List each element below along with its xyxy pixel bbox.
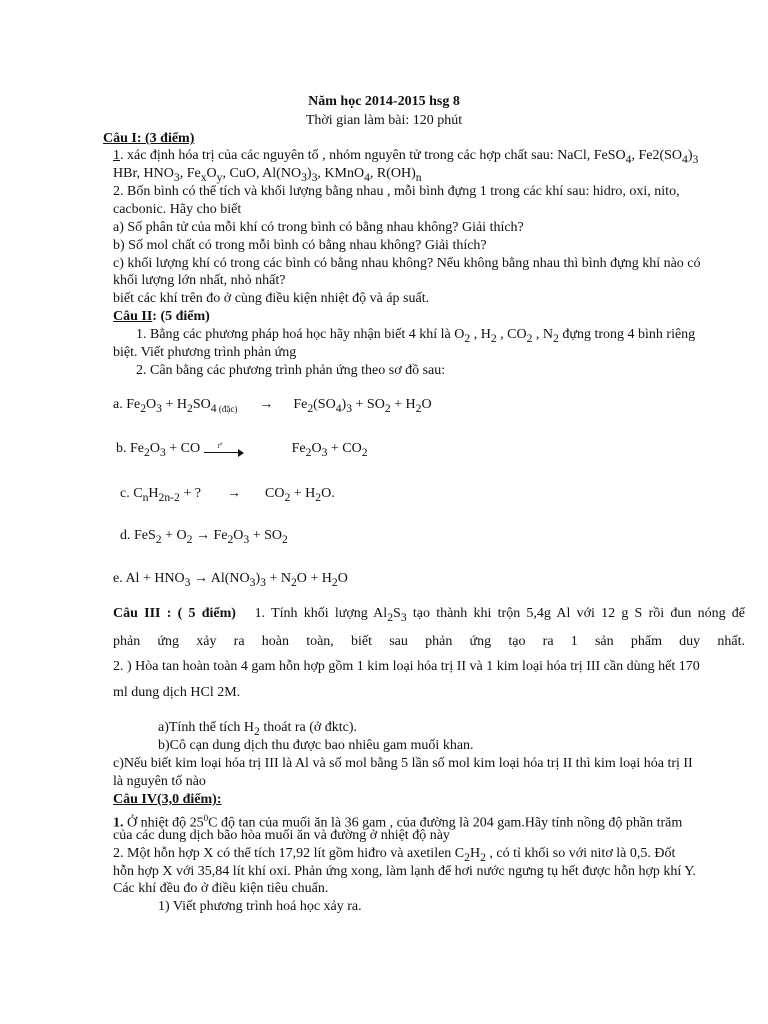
- q3-item-c-line1: c)Nếu biết kim loại hóa trị III là Al và số mol bằng 5 lần số mol kim loại hóa trị II thì kim loại hóa trị II: [113, 756, 693, 771]
- q2-part2: 2. Cân bằng các phương trình phản ứng theo sơ đồ sau:: [136, 363, 446, 378]
- q1-note: biết các khí trên đo ở cùng điều kiện nhiệt độ và áp suất.: [113, 291, 430, 306]
- equation-d: d. $FeS_2 + O_2 \to Fe_2O_3 + SO_2$: [120, 528, 288, 546]
- q1-item-b: b) Số mol chất có trong mỗi bình có bằng nhau không? Giải thích?: [113, 238, 487, 253]
- q1-part1-line1: 1. xác định hóa trị của các nguyên tố , nhóm nguyên tử trong các hợp chất sau: NaCl, FeSO$_4$, $Fe2(SO_4)_3$: [113, 148, 699, 166]
- equation-b: b. $Fe_2O_3$ + CO t⁰ $Fe_2O_3 + CO_2$: [116, 441, 368, 459]
- document-title: Năm học 2014-2015 hsg 8: [308, 94, 460, 109]
- q2-part1-line2: biệt. Viết phương trình phản ứng: [113, 345, 297, 360]
- time-limit: Thời gian làm bài: 120 phút: [305, 113, 463, 128]
- q4-part2-line2: hỗn hợp X với 35,84 lít khí oxi. Phản ứng xong, làm lạnh để hơi nước ngưng tụ hết được hỗn hợp khí Y.: [113, 864, 697, 879]
- q3-line1: Câu III : ( 5 điểm) 1. Tính khối lượng $Al_2S_3$ tạo thành khi trộn 5,4g Al với 12 g S rồi đun nóng để: [113, 606, 746, 624]
- heat-arrow-icon: t⁰: [204, 444, 244, 454]
- q1-heading: Câu I: (3 điểm): [103, 131, 195, 146]
- q4-part1-line1: 1. Ở nhiệt độ $25^0C$ độ tan của muối ăn là 36 gam , của đường là 204 gam.Hãy tính nồng độ phần trăm: [113, 813, 683, 831]
- q1-item-c-line1: c) khối lượng khí có trong các bình có bằng nhau không? Nếu không bằng nhau thì bình đựng khí nào có: [113, 256, 701, 271]
- q4-part2-line3: Các khí đều đo ở điều kiện tiêu chuẩn.: [113, 881, 329, 896]
- q1-part2-line1: 2. Bốn bình có thể tích và khối lượng bằng nhau , mỗi bình đựng 1 trong các khí sau: hidro, oxi, nito,: [113, 184, 680, 199]
- reaction-arrow-icon: →: [227, 486, 241, 501]
- q2-part1-line1: 1. Bằng các phương pháp hoá học hãy nhận biết 4 khí là $O_2$ , $H_2$ , $CO_2$ , $N_2$ đựng trong 4 bình riêng: [136, 327, 696, 345]
- equation-c: c. $C_nH_{2n-2}$ + ? → $CO_2 + H_2O$.: [120, 486, 335, 504]
- q4-part1-line2: của các dung dịch bão hòa muối ăn và đường ở nhiệt độ này: [113, 828, 450, 843]
- q4-part2-line4: 1) Viết phương trình hoá học xảy ra.: [158, 899, 362, 914]
- q4-part2-line1: 2. Một hỗn hợp X có thể tích 17,92 lít gồm hiđro và axetilen $C_2H_2$ , có tỉ khối so với nitơ là 0,5. Đốt: [113, 846, 676, 864]
- q3-line3: 2. ) Hòa tan hoàn toàn 4 gam hỗn hợp gồm 1 kim loại hóa trị II và 1 kim loại hóa trị III cần dùng hết 170: [113, 659, 700, 674]
- q1-item-c-line2: khối lượng lớn nhất, nhỏ nhất?: [113, 273, 286, 288]
- q3-line4: ml dung dịch HCl 2M.: [113, 685, 241, 700]
- q1-part1-line2: HBr, $HNO_3$, $Fe_xO_y$, CuO, $Al(NO_3)_3$, KMnO$_4$, $R(OH)_n$: [113, 166, 422, 184]
- q4-heading: Câu IV(3,0 điểm):: [113, 792, 222, 807]
- q3-line2: phản ứng xảy ra hoàn toàn, biết sau phản ứng tạo ra 1 sản phẩm duy nhất.: [113, 634, 745, 649]
- q3-item-b: b)Cô cạn dung dịch thu được bao nhiêu gam muối khan.: [158, 738, 474, 753]
- q1-item-a: a) Số phân tử của mỗi khí có trong bình có bằng nhau không? Giải thích?: [113, 220, 524, 235]
- reaction-arrow-icon: →: [259, 397, 274, 412]
- q3-item-a: a)Tính thể tích $H_2$ thoát ra (ở đktc).: [158, 720, 358, 738]
- equation-e: e. $Al + HNO_3 \to Al(NO_3)_3 + N_2O + H_2O$: [113, 571, 348, 589]
- equation-a: a. $Fe_2O_3 + H_2SO_4$ $_{(đặc)} \to Fe_2(SO_4)_3 + SO_2 + H_2O$: [113, 397, 432, 415]
- q3-item-c-line2: là nguyên tố nào: [113, 774, 206, 789]
- q1-part2-line2: cacbonic. Hãy cho biết: [113, 202, 242, 217]
- q2-heading: Câu II: (5 điểm): [113, 309, 210, 324]
